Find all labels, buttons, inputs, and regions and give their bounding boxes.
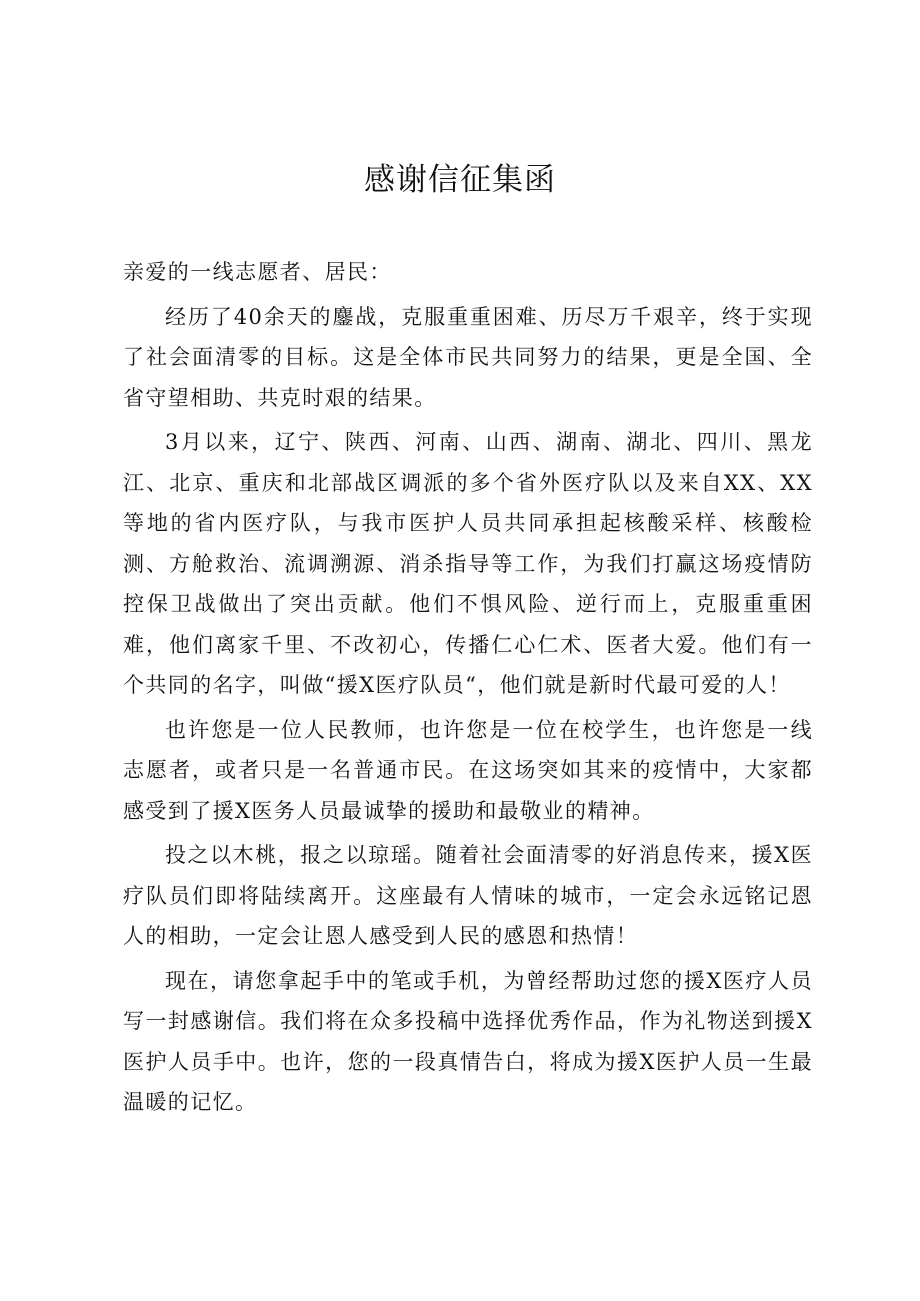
paragraph-3: 也许您是一位人民教师，也许您是一位在校学生，也许您是一线志愿者，或者只是一名普通市民。在这场突如其来的疫情中，大家都感受到了援X医务人员最诚挚的援助和最敬业的精神。 bbox=[123, 717, 813, 823]
letter-body bbox=[123, 252, 813, 1127]
document-title: 感谢信征集函 bbox=[364, 162, 556, 198]
salutation: 亲爱的一线志愿者、居民： bbox=[123, 260, 392, 284]
paragraph-5: 现在，请您拿起手中的笔或手机，为曾经帮助过您的援X医疗人员写一封感谢信。我们将在众多投稿中选择优秀作品，作为礼物送到援X医护人员手中。也许，您的一段真情告白，将成为援X医护人员一生最温暖的记忆。 bbox=[123, 968, 813, 1114]
paragraph-1: 经历了40余天的鏖战，克服重重困难、历尽万千艰辛，终于实现了社会面清零的目标。这是全体市民共同努力的结果，更是全国、全省守望相助、共克时艰的结果。 bbox=[123, 304, 813, 410]
paragraph-4: 投之以木桃，报之以琼瑶。随着社会面清零的好消息传来，援X医疗队员们即将陆续离开。这座最有人情味的城市，一定会永远铭记恩人的相助，一定会让恩人感受到人民的感恩和热情！ bbox=[123, 843, 813, 948]
paragraph-2: 3月以来，辽宁、陕西、河南、山西、湖南、湖北、四川、黑龙江、北京、重庆和北部战区调派的多个省外医疗队以及来自XX、XX等地的省内医疗队，与我市医护人员共同承担起核酸采样、核酸检测、方舱救治、流调溯源、消杀指导等工作，为我们打赢这场疫情防控保卫战做出了突出贡献。他们不惧风险、逆行而上，克服重重困难，他们离家千里、不改初心，传播仁心仁术、医者大爱。他们有一个共同的名字，叫做“援X医疗队员“，他们就是新时代最可爱的人！ bbox=[123, 430, 813, 697]
